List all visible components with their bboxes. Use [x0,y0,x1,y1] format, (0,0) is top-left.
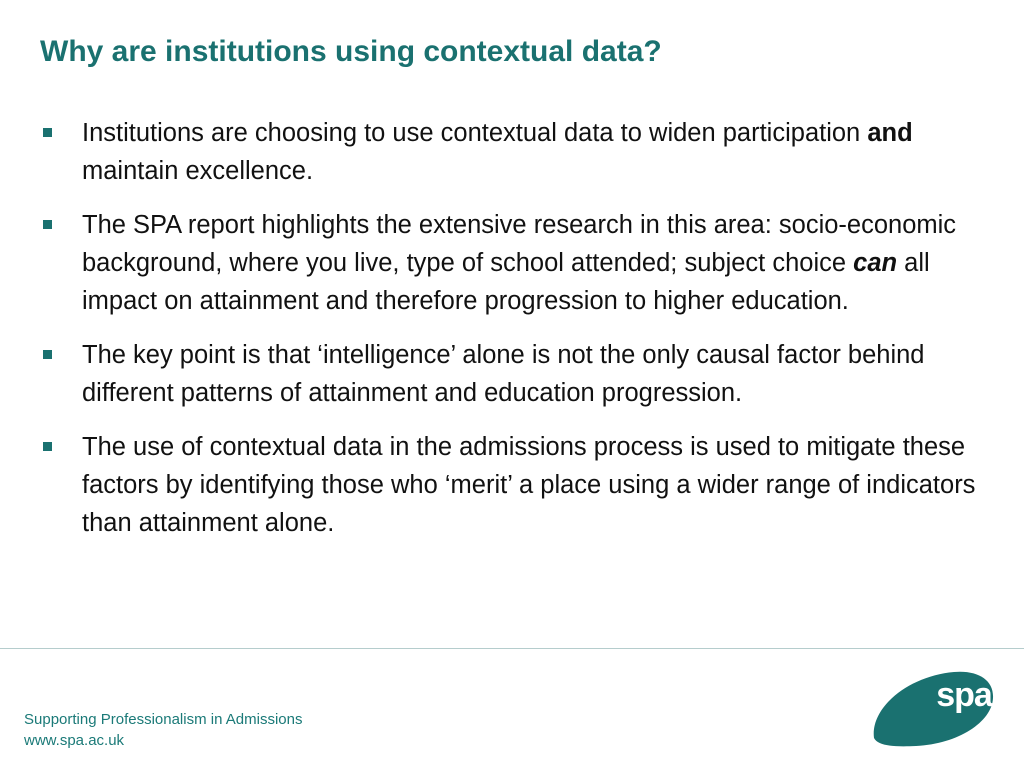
emphasis-italic: can [853,249,898,277]
footer-tagline: Supporting Professionalism in Admissions [24,711,303,728]
bullet-item-3 [40,336,985,412]
square-bullet-icon [43,350,52,359]
bullet-text: The use of contextual data in the admissions process is used to mitigate these factors by identifying those who ‘merit’ a place using a wider range of indicators than attainment alone. [82,433,976,537]
logo-text: spa [936,676,992,714]
square-bullet-icon [43,220,52,229]
bullet-text: The SPA report highlights the extensive research in this area: socio-economic background, where you live, type of school attended; subject choice [82,211,957,277]
square-bullet-icon [43,442,52,451]
bullet-list [40,114,985,558]
bullet-item-2 [40,206,985,320]
spa-logo [868,668,998,748]
bullet-text: all impact on attainment and therefore progression to higher education. [82,249,930,315]
slide-title: Why are institutions using contextual data? [40,35,662,68]
bullet-text: maintain excellence. [82,157,314,185]
emphasis-text: and [867,119,913,147]
footer-website: www.spa.ac.uk [24,732,125,749]
bullet-text: The key point is that ‘intelligence’ alone is not the only causal factor behind different patterns of attainment and education progression. [82,341,925,407]
footer-divider [0,648,1024,649]
bullet-item-1 [40,114,985,190]
bullet-item-4 [40,428,985,542]
square-bullet-icon [43,128,52,137]
emphasis-text [853,249,897,277]
bullet-text: Institutions are choosing to use contextual data to widen participation [82,119,868,147]
